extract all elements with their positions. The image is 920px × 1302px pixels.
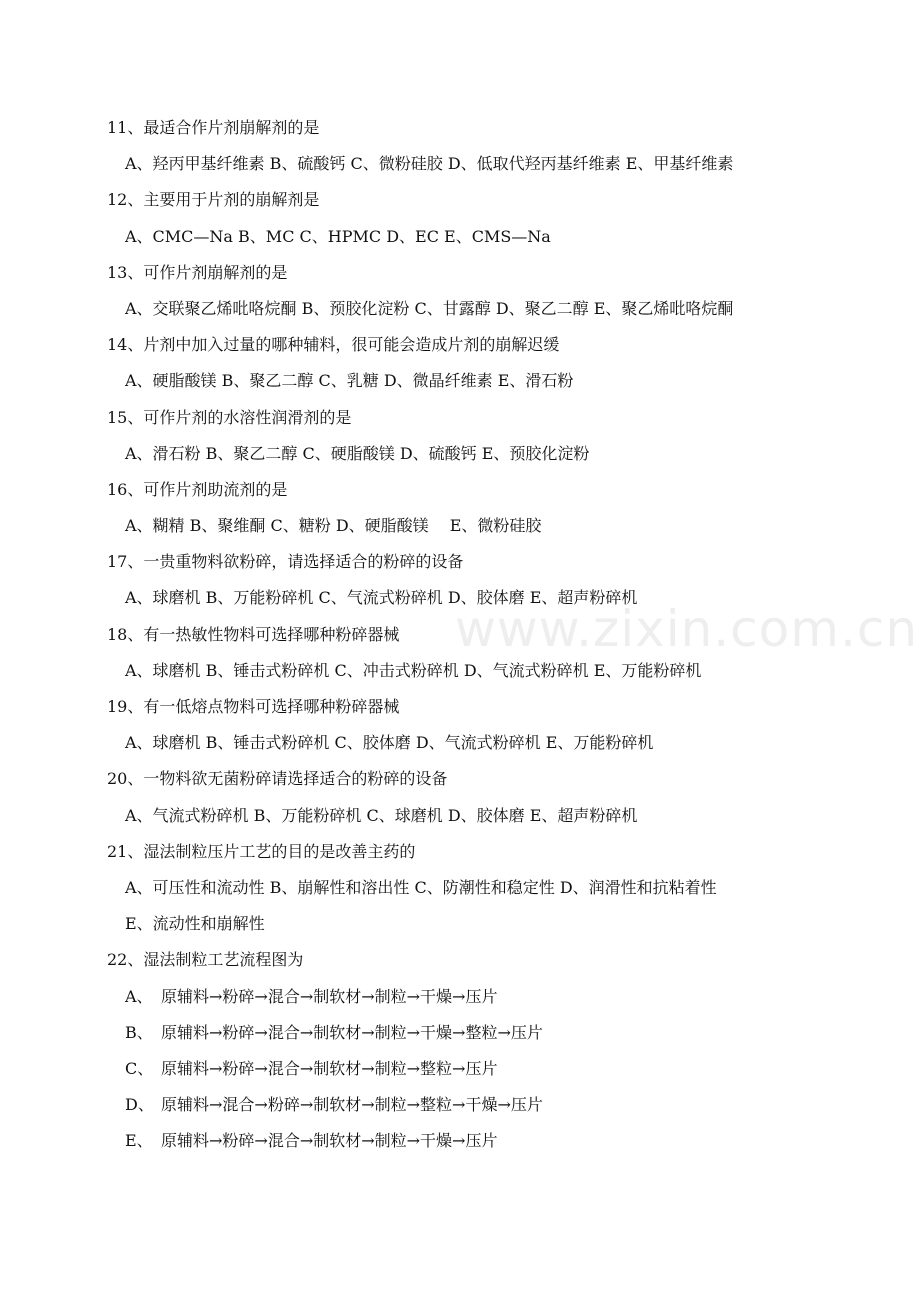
question-text: 16、可作片剂助流剂的是 (107, 479, 288, 499)
answer-options: A、球磨机 B、锤击式粉碎机 C、胶体磨 D、气流式粉碎机 E、万能粉碎机 (125, 733, 654, 753)
question-text: 19、有一低熔点物料可选择哪种粉碎器械 (107, 697, 400, 716)
option-letter: A、 (125, 986, 153, 1006)
answer-options: A、硬脂酸镁 B、聚乙二醇 C、乳糖 D、微晶纤维素 E、滑石粉 (125, 371, 574, 391)
question-text: 15、可作片剂的水溶性润滑剂的是 (107, 407, 352, 427)
flow-option (0, 979, 920, 1015)
question-text: 17、一贵重物料欲粉碎，请选择适合的粉碎的设备 (107, 552, 464, 572)
question-text: 11、最适合作片剂崩解剂的是 (107, 118, 320, 137)
flow-steps: 原辅料→粉碎→混合→制软材→制粒→整粒→压片 (161, 1058, 498, 1078)
flow-option (0, 1015, 920, 1051)
watermark: www.zixin.com.cn (455, 600, 919, 658)
flow-steps: 原辅料→粉碎→混合→制软材→制粒→干燥→压片 (161, 986, 498, 1006)
question-text: 13、可作片剂崩解剂的是 (107, 262, 288, 282)
question-text: 20、一物料欲无菌粉碎请选择适合的粉碎的设备 (107, 769, 448, 789)
answer-options: A、气流式粉碎机 B、万能粉碎机 C、球磨机 D、胶体磨 E、超声粉碎机 (125, 805, 638, 825)
answer-options: A、滑石粉 B、聚乙二醇 C、硬脂酸镁 D、硫酸钙 E、预胶化淀粉 (125, 443, 590, 463)
flow-steps: 原辅料→粉碎→混合→制软材→制粒→干燥→压片 (161, 1131, 498, 1151)
option-letter: B、 (125, 1022, 153, 1042)
flow-steps: 原辅料→混合→粉碎→制软材→制粒→整粒→干燥→压片 (161, 1095, 543, 1115)
document-body (0, 110, 920, 1159)
flow-option (0, 1087, 920, 1123)
flow-option (0, 1051, 920, 1087)
answer-options: A、羟丙甲基纤维素 B、硫酸钙 C、微粉硅胶 D、低取代羟丙基纤维素 E、甲基纤维素 (125, 154, 734, 174)
answer-options: A、CMC—Na B、MC C、HPMC D、EC E、CMS—Na (125, 226, 551, 246)
question-text: 22、湿法制粒工艺流程图为 (107, 950, 304, 970)
flow-option (0, 1123, 920, 1159)
answer-options: A、球磨机 B、锤击式粉碎机 C、冲击式粉碎机 D、气流式粉碎机 E、万能粉碎机 (125, 660, 702, 680)
answer-options: A、交联聚乙烯吡咯烷酮 B、预胶化淀粉 C、甘露醇 D、聚乙二醇 E、聚乙烯吡咯烷酮 (125, 298, 734, 318)
question-text: 12、主要用于片剂的崩解剂是 (107, 190, 320, 210)
option-letter: E、 (125, 1131, 153, 1151)
answer-options: A、可压性和流动性 B、崩解性和溶出性 C、防潮性和稳定性 D、润滑性和抗粘着性 (125, 877, 717, 897)
option-letter: D、 (125, 1095, 154, 1115)
question-text: 21、湿法制粒压片工艺的目的是改善主药的 (107, 841, 416, 861)
answer-options: E、流动性和崩解性 (125, 914, 265, 934)
question-text: 18、有一热敏性物料可选择哪种粉碎器械 (107, 624, 400, 644)
option-letter: C、 (125, 1058, 154, 1078)
answer-options: A、糊精 B、聚维酮 C、糖粉 D、硬脂酸镁 E、微粉硅胶 (125, 516, 542, 536)
question-text: 14、片剂中加入过量的哪种辅料，很可能会造成片剂的崩解迟缓 (107, 335, 560, 355)
flow-steps: 原辅料→粉碎→混合→制软材→制粒→干燥→整粒→压片 (161, 1022, 543, 1042)
answer-options: A、球磨机 B、万能粉碎机 C、气流式粉碎机 D、胶体磨 E、超声粉碎机 (125, 588, 638, 608)
